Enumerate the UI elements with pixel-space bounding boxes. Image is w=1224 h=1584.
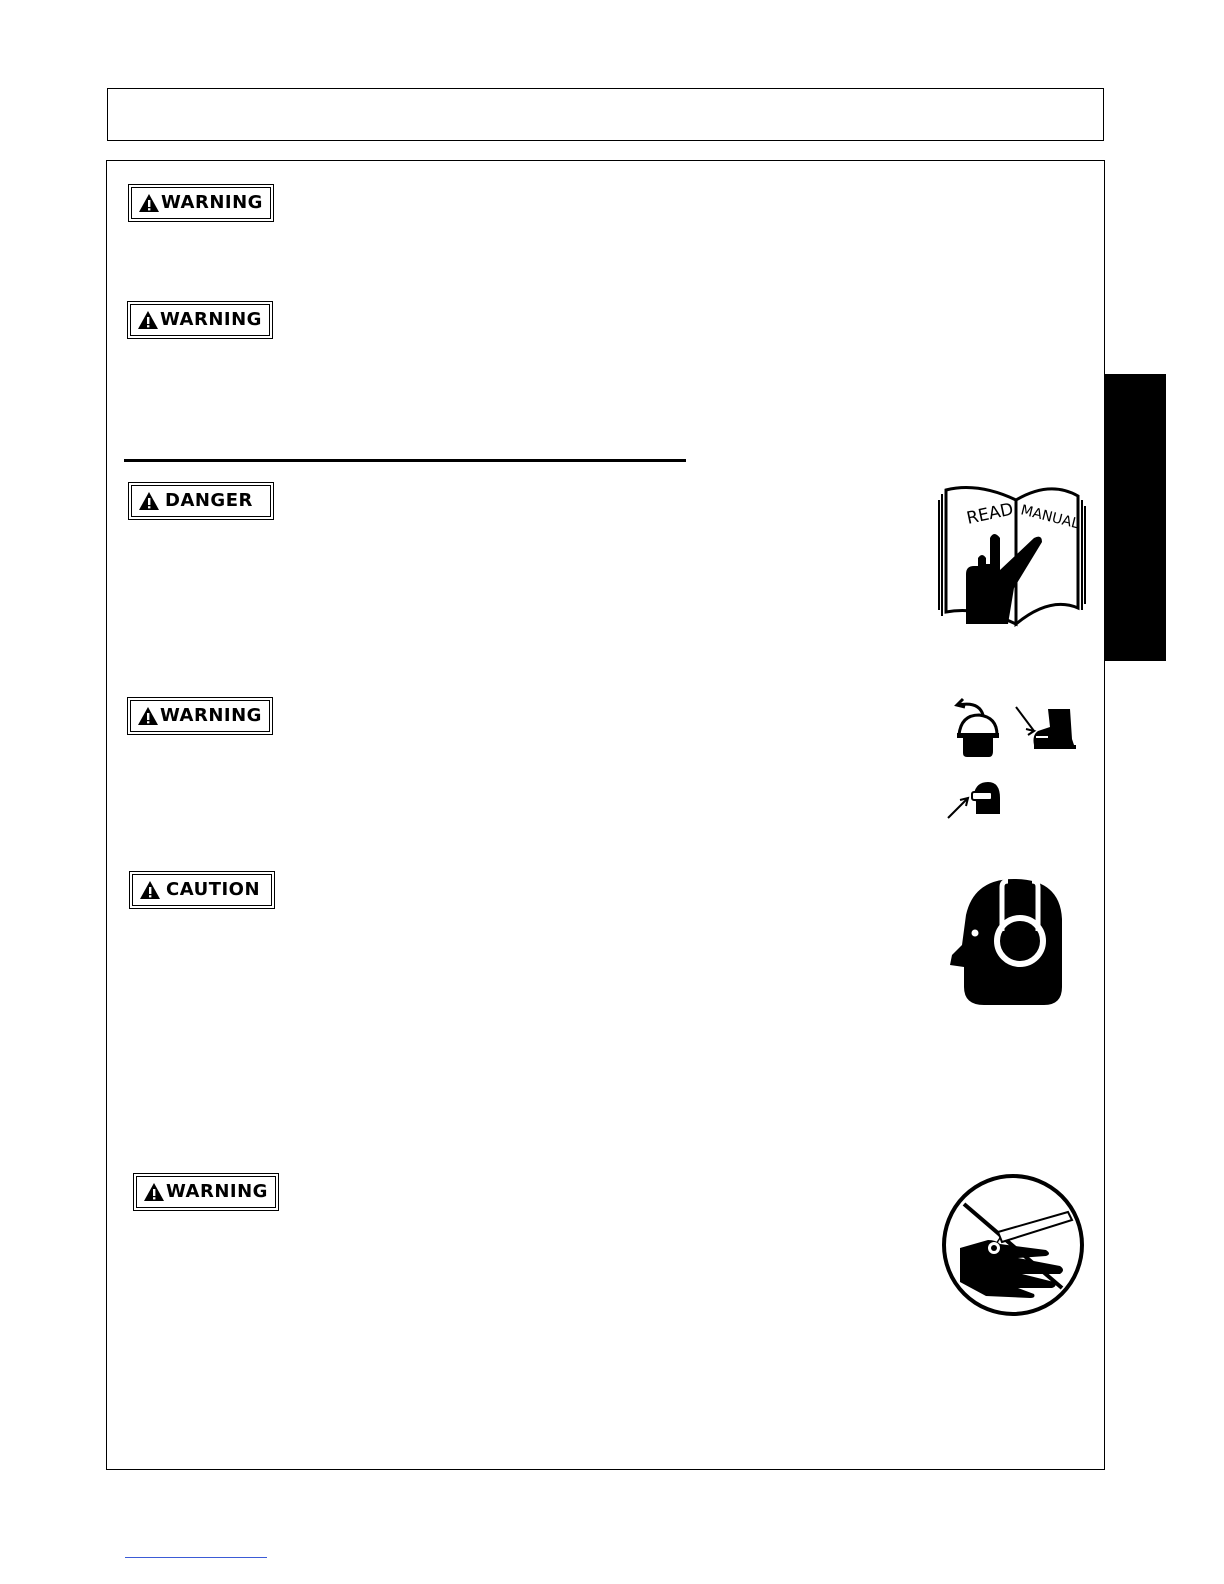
section-divider <box>124 459 686 462</box>
signal-word: WARNING <box>161 192 263 213</box>
manual-label: MANUAL <box>1019 502 1081 533</box>
danger-sign <box>128 482 274 520</box>
warning-sign <box>128 184 274 222</box>
signal-word: CAUTION <box>166 879 261 900</box>
page-header-box <box>107 88 1104 141</box>
alert-triangle-icon <box>138 193 160 213</box>
caution-sign <box>129 871 275 909</box>
warning-sign <box>127 697 273 735</box>
read-manual-icon <box>938 478 1088 628</box>
signal-word: WARNING <box>160 705 262 726</box>
no-acid-contact-icon <box>938 1170 1088 1320</box>
hard-hat-icon <box>953 695 1001 759</box>
signal-word: WARNING <box>166 1181 268 1202</box>
alert-triangle-icon <box>139 880 161 900</box>
alert-triangle-icon <box>137 310 159 330</box>
signal-word: DANGER <box>165 490 253 511</box>
warning-sign <box>133 1173 279 1211</box>
section-tab <box>1105 374 1166 661</box>
footer-link-underline[interactable] <box>125 1557 267 1558</box>
signal-word: WARNING <box>160 309 262 330</box>
alert-triangle-icon <box>138 491 160 511</box>
alert-triangle-icon <box>137 706 159 726</box>
alert-triangle-icon <box>143 1182 165 1202</box>
read-label: READ <box>964 499 1016 529</box>
warning-sign <box>127 301 273 339</box>
eye-protection-icon <box>946 780 1002 820</box>
hearing-protection-icon <box>948 875 1066 1007</box>
safety-boot-icon <box>1014 705 1078 751</box>
